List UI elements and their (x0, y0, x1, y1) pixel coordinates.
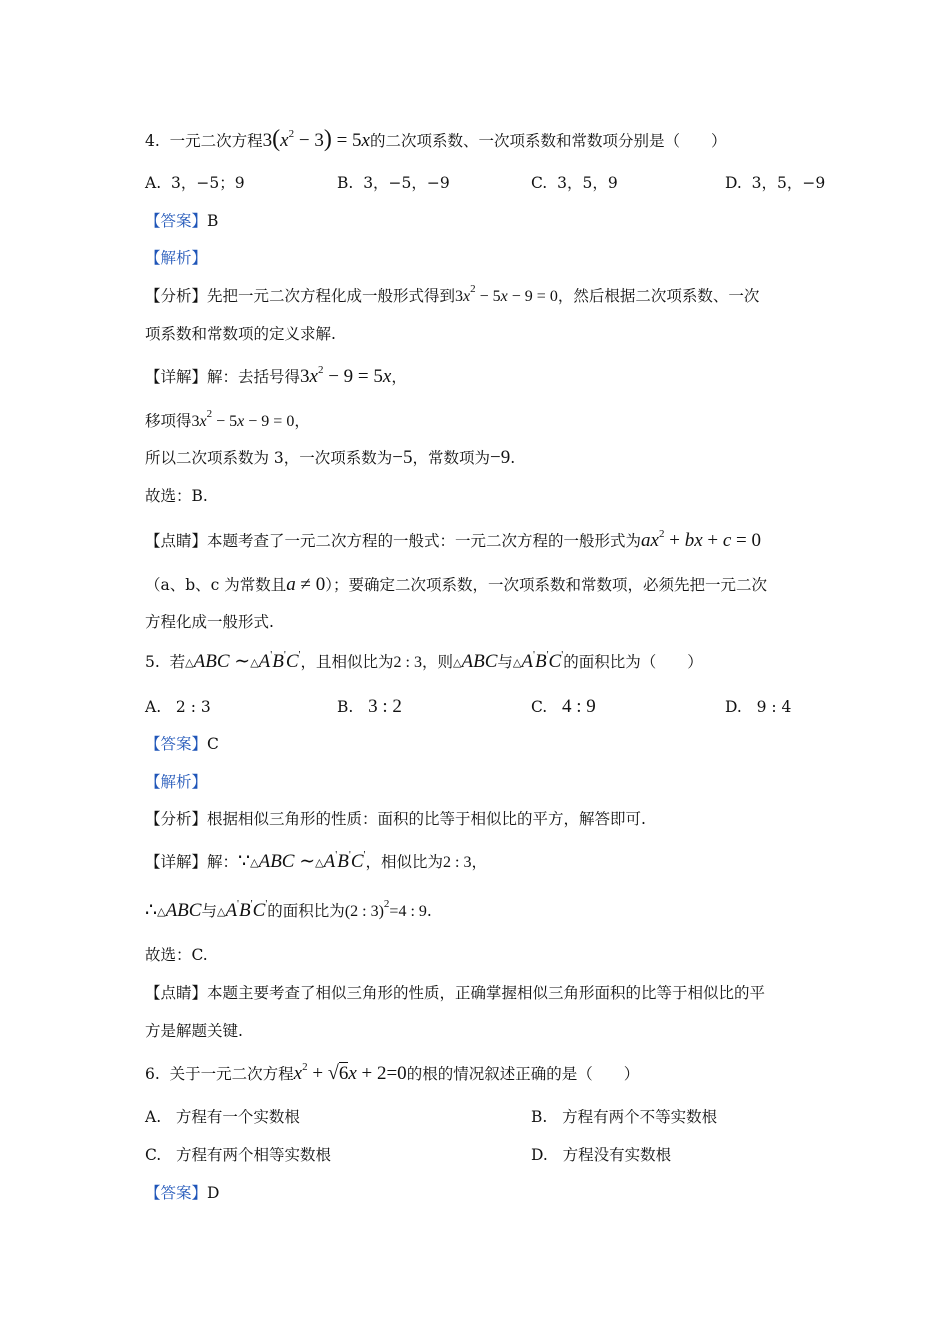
q5-option-d[interactable]: D. 9 : 4 (725, 698, 792, 716)
q4-stem-text-a: 一元二次方程 (169, 132, 263, 150)
q6-answer: 【答案】D (145, 1184, 220, 1202)
q5-option-c[interactable]: C. 4 : 9 (531, 696, 596, 717)
answer-tag: 【答案】 (145, 212, 208, 230)
q5-dianjing-cont: 方是解题关键. (145, 1022, 243, 1040)
q4-dianjing-end: 方程化成一般形式. (145, 613, 274, 631)
q6-answer-value: D (207, 1184, 220, 1202)
q4-detail: 【详解】解：去括号得$3x^2 - 9 = 5x$， (145, 364, 407, 387)
q6-option-d[interactable]: D. 方程没有实数根 (531, 1146, 672, 1164)
q4-dianjing-cont: （a、b、c 为常数且a ≠ 0）；要确定二次项系数，一次项系数和常数项，必须先把一元二次 (145, 574, 767, 595)
q5-option-b[interactable]: B. 3 : 2 (337, 696, 402, 717)
q5-answer-value: C (207, 735, 219, 753)
q5-choose: 故选：C. (145, 946, 208, 964)
q5-therefore: ∴△ABC与△A'B'C'的面积比为(2 : 3)$^2$=4 : 9. (145, 898, 432, 921)
q4-so: 所以二次项系数为 3，一次项系数为−5，常数项为−9. (145, 447, 516, 468)
q4-number: 4. (145, 132, 160, 150)
q4-answer (145, 210, 218, 232)
q5-answer: 【答案】C (145, 735, 219, 753)
q4-option-c[interactable]: C. 3，5，9 (531, 174, 618, 192)
q5-stem: 5. 若△ABC ∼△A'B'C'，且相似比为2 : 3，则△ABC与△A'B'C'的面积比为（ ） (145, 649, 703, 672)
q5-dianjing: 【点睛】本题主要考查了相似三角形的性质，正确掌握相似三角形面积的比等于相似比的平 (145, 984, 766, 1002)
q5-number: 5. (145, 653, 160, 671)
q4-answer-value: B (207, 212, 219, 230)
q4-stem-text-b: 的二次项系数、一次项系数和常数项分别是（ ） (369, 132, 727, 150)
q4-dianjing: 【点睛】本题考查了一元二次方程的一般式：一元二次方程的一般形式为$ax^2$ + bx + c = 0 (145, 528, 761, 551)
q6-stem: 6. 关于一元二次方程$x^2 + √6x + 2=0$的根的情况叙述正确的是（ ） (145, 1061, 640, 1084)
q4-move: 移项得$3x^2 - 5x - 9 = 0$， (145, 408, 310, 430)
q4-fenxi: 【分析】先把一元二次方程化成一般形式得到$3x^2 - 5x - 9 = 0$，然后根据二次项系数、一次 (145, 283, 760, 305)
q4-option-b[interactable]: B. 3，−5，−9 (337, 174, 450, 192)
q5-option-a[interactable]: A. 2 : 3 (145, 698, 211, 716)
q5-fenxi: 【分析】根据相似三角形的性质：面积的比等于相似比的平方，解答即可. (145, 810, 646, 828)
q6-option-c[interactable]: C. 方程有两个相等实数根 (145, 1146, 332, 1164)
q6-option-b[interactable]: B. 方程有两个不等实数根 (531, 1108, 718, 1126)
q5-analysis-heading: 【解析】 (145, 773, 208, 791)
q6-option-a[interactable]: A. 方程有一个实数根 (145, 1108, 300, 1126)
q6-number: 6. (145, 1065, 160, 1083)
q4-fenxi-cont: 项系数和常数项的定义求解. (145, 325, 336, 343)
q4-option-a[interactable]: A. 3，−5；9 (145, 174, 245, 192)
q5-detail: 【详解】解：∵△ABC ∼△A'B'C'，相似比为2 : 3， (145, 849, 487, 872)
q4-stem (145, 128, 727, 152)
q4-analysis-heading: 【解析】 (145, 249, 208, 267)
q4-equation: $3(x^2 - 3) = 5x$ (262, 126, 370, 152)
q4-option-d[interactable]: D. 3，5，−9 (725, 174, 826, 192)
q4-choose: 故选：B. (145, 487, 208, 505)
